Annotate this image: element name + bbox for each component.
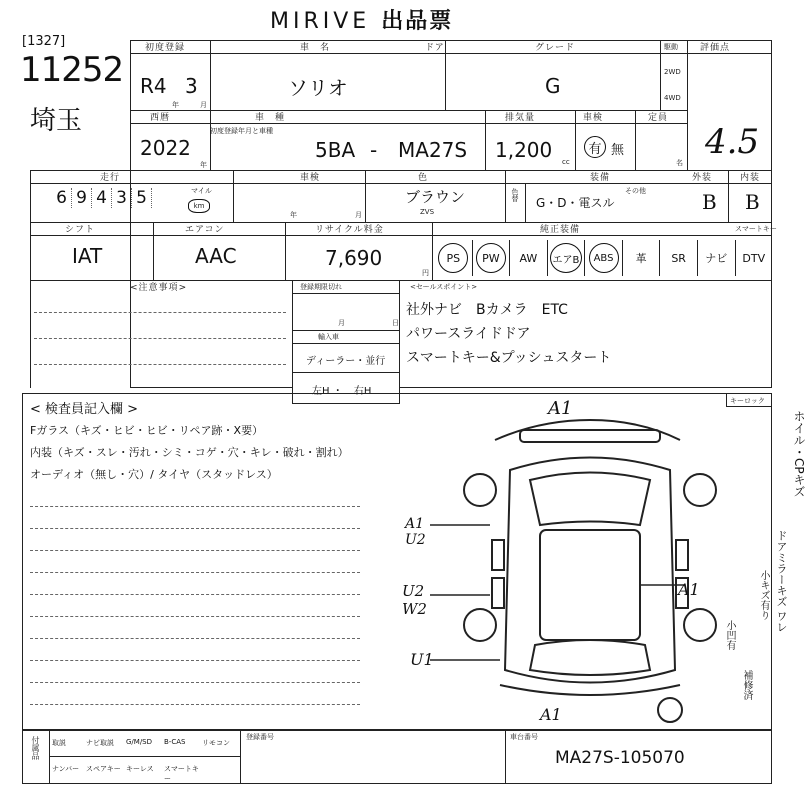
opt-leather: 革: [623, 240, 661, 276]
chassis-number-label: 車台番号: [510, 733, 538, 741]
yen-unit: 円: [422, 269, 429, 277]
mileage-digit: 5: [132, 188, 152, 208]
row4-header: [30, 222, 772, 236]
inspector-title: < 検査員記入欄 >: [30, 402, 139, 417]
opt-abs: [585, 240, 623, 276]
div-15: [285, 222, 286, 280]
import-dealer: ディーラー・並行: [306, 356, 386, 367]
div-11: [505, 170, 506, 222]
door-shape: [492, 540, 504, 570]
rear-window-shape: [530, 640, 650, 675]
label-recycle: リサイクル料金: [315, 225, 384, 235]
label-model-year: 西暦: [150, 113, 171, 123]
inspector-dash: [30, 660, 360, 661]
wheel-shape: [464, 474, 496, 506]
label-capacity: 定員: [648, 113, 669, 123]
side-note: 補修済: [741, 670, 752, 700]
title-kanji: 出品票: [381, 9, 454, 34]
type-model: MA27S: [398, 138, 468, 162]
roof-shape: [540, 530, 640, 640]
label-sales: <セールスポイント>: [410, 283, 478, 291]
opt-airbag-label: エアB: [550, 243, 582, 273]
recycle-value: 7,690: [325, 246, 383, 270]
inspector-dash: [30, 594, 360, 595]
label-notes: <注意事項>: [130, 283, 188, 293]
side-note: 小凹有: [724, 620, 735, 650]
div-3: [660, 40, 661, 110]
body-outline: [505, 458, 675, 683]
model-year: 2022: [140, 136, 191, 160]
notes-label-text: 注意事項: [138, 283, 179, 293]
div-13: [728, 170, 729, 222]
color-change: 色替: [511, 188, 519, 202]
label-door: ドア: [425, 43, 445, 53]
mileage-digit: 3: [112, 188, 132, 208]
chassis-number: MA27S-105070: [555, 748, 685, 768]
label-grade: グレード: [535, 43, 576, 53]
mileage-digit: 6: [52, 188, 72, 208]
opt-pw: [473, 240, 511, 276]
label-inspection-date: 車検: [300, 173, 321, 183]
options-row: [435, 240, 772, 276]
reg-month-unit: 月: [338, 319, 345, 327]
label-shift: シフト: [65, 225, 96, 235]
div-5: [210, 110, 211, 170]
mileage-digits: [52, 188, 152, 208]
label-inspection: 車検: [583, 113, 604, 123]
inspector-line: 内装（キズ・スレ・汚れ・シミ・コゲ・穴・キレ・破れ・割れ）: [30, 446, 349, 459]
mark-bottom: A1: [540, 705, 562, 724]
shift-value: IAT: [72, 244, 103, 268]
acc-bcas: B-CAS: [164, 738, 186, 746]
div-4: [687, 40, 688, 170]
wheel-shape: [464, 609, 496, 641]
inspector-dash: [30, 616, 360, 617]
inspector-line: オーディオ（無し・穴）/ タイヤ（スタッドレス）: [30, 468, 278, 481]
label-drive: 駆動: [664, 43, 678, 51]
acc-navi-manual: ナビ取説: [86, 739, 114, 747]
reg-month: 3: [185, 74, 198, 98]
side-note: 小キズ有り: [758, 570, 769, 620]
lot-code: [1327]: [22, 34, 66, 49]
acc-row2-items: [52, 764, 204, 784]
rear-bumper-shape: [500, 685, 680, 695]
year-unit: 年: [172, 101, 179, 109]
div-12: [525, 184, 526, 222]
front-grille-shape: [520, 430, 660, 442]
sales-point: 社外ナビ Bカメラ ETC: [406, 302, 568, 318]
mark-left2: U2: [405, 532, 426, 548]
acc-number: ナンバー: [52, 765, 80, 773]
note-line: [34, 312, 286, 313]
handle-right: 右H: [353, 386, 372, 397]
mark-top: A1: [548, 398, 573, 419]
handle-line: [292, 372, 400, 373]
label-aircon: エアコン: [185, 225, 225, 235]
exterior-grade: B: [702, 190, 717, 214]
label-color: 色: [418, 173, 429, 183]
inspector-lines: [30, 420, 349, 486]
div-footer-2: [505, 730, 506, 784]
opt-navi: ナビ: [698, 240, 736, 276]
mark-left5: U1: [410, 650, 434, 669]
acc-manual: 取説: [52, 739, 66, 747]
row3-header: [30, 170, 772, 184]
door-shape: [492, 578, 504, 608]
acc-keyless: キーレス: [126, 765, 154, 773]
inspector-dash: [30, 704, 360, 705]
label-import: 輸入車: [318, 333, 339, 341]
displacement: 1,200: [495, 138, 553, 162]
note-line: [34, 338, 286, 339]
accessories-label: 付属品: [31, 736, 40, 760]
inspector-dash: [30, 506, 360, 507]
handle-dot: ・: [332, 386, 343, 397]
side-note: ドアミラーキズ ワレ: [775, 530, 788, 633]
mileage-digit: 9: [72, 188, 92, 208]
div-2: [445, 40, 446, 110]
type-prefix: 5BA: [315, 138, 356, 162]
unit-mile: マイル: [191, 187, 212, 195]
door-shape: [676, 540, 688, 570]
model-year-unit: 年: [200, 161, 207, 169]
row5: [30, 280, 772, 388]
grade: G: [545, 74, 561, 98]
capacity-unit: 名: [676, 159, 683, 167]
inspector-dash: [30, 682, 360, 683]
div-8: [635, 110, 636, 170]
score-value: 4.5: [705, 122, 760, 162]
inspection-yes: 有: [584, 136, 606, 158]
label-interior: 内装: [740, 173, 761, 183]
label-car-name: 車 名: [300, 43, 331, 53]
inspector-line: Fガラス（キズ・ヒビ・ヒビ・リペア跡・X要）: [30, 424, 264, 437]
label-smart: スマートキー: [735, 225, 777, 233]
label-reg-deadline: 登録期限切れ: [300, 283, 342, 291]
div-6: [485, 110, 486, 170]
inspector-dash: [30, 528, 360, 529]
div-14: [153, 222, 154, 280]
drive-2wd: 2WD: [664, 68, 681, 76]
mark-left3: U2: [402, 582, 425, 600]
month-unit: 月: [200, 101, 207, 109]
side-notes: [722, 410, 808, 730]
label-first-reg: 初度登録: [145, 43, 186, 53]
acc-spare-key: スペアキー: [86, 765, 121, 773]
reg-day-unit: 日: [392, 319, 399, 327]
opt-sr: SR: [660, 240, 698, 276]
inspection-no: 無: [611, 143, 625, 158]
opt-aw: AW: [510, 240, 548, 276]
aircon-value: AAC: [195, 244, 237, 268]
sales-point: スマートキー&プッシュスタート: [406, 350, 612, 366]
sales-points: [406, 298, 611, 370]
div-footer-1: [240, 730, 241, 784]
div-16: [432, 222, 433, 280]
acc-gdsd: G/M/SD: [126, 738, 153, 746]
inspector-dash: [30, 638, 360, 639]
acc-remote: リモコン: [202, 739, 230, 747]
acc-smart-key: スマートキー: [164, 765, 199, 783]
insp-year-unit: 年: [290, 211, 297, 219]
color-value: ブラウン: [405, 188, 466, 206]
color-code: ZVS: [420, 208, 435, 216]
label-options: 純正装備: [540, 225, 581, 235]
spare-tire-shape: [658, 698, 682, 722]
unit-km: km: [188, 199, 210, 213]
insp-month-unit: 月: [355, 211, 362, 219]
opt-abs-label: ABS: [589, 243, 619, 273]
label-vin-type: 車 種: [255, 113, 286, 123]
mark-left1: A1: [405, 516, 425, 532]
opt-ps-label: PS: [438, 243, 468, 273]
div-9: [233, 170, 234, 222]
row5-left: [30, 280, 31, 388]
cc-unit: cc: [562, 158, 570, 166]
reg-era: R4: [140, 74, 167, 98]
label-score: 評価点: [700, 43, 731, 53]
sales-point: パワースライドドア: [406, 326, 531, 342]
brand-name: MIRIVE: [270, 9, 371, 34]
keylock-label: キーロック: [730, 397, 765, 405]
label-exterior: 外装: [692, 173, 713, 183]
equip-items: G・D・電スル: [536, 196, 615, 210]
equip-items-wrap: [536, 194, 615, 211]
label-displacement: 排気量: [505, 113, 536, 123]
div-10: [365, 170, 366, 222]
lot-number: 11252: [20, 50, 124, 90]
mark-right: A1: [678, 580, 700, 599]
div-1: [210, 40, 211, 110]
windshield-shape: [530, 473, 650, 526]
mark-left4: W2: [402, 600, 427, 618]
wheel-shape: [684, 609, 716, 641]
reg-number-label: 登録番号: [246, 733, 274, 741]
vin-subnote: 初度登録年月と車種: [210, 127, 273, 135]
label-equipment: 装備: [590, 173, 611, 183]
opt-dtv: DTV: [742, 251, 766, 265]
equip-other: その他: [625, 187, 646, 195]
label-mileage: 走行: [100, 173, 121, 183]
sheet-title: [270, 4, 540, 34]
sales-label-text: セールスポイント: [415, 283, 472, 291]
wheel-shape: [684, 474, 716, 506]
note-line: [34, 364, 286, 365]
acc-row1-items: [52, 738, 242, 748]
opt-ps: [435, 240, 473, 276]
side-note: ホイル・CPキズ: [792, 410, 806, 498]
opt-airbag: [548, 240, 586, 276]
import-header: [292, 330, 400, 344]
handle-left: 左H: [312, 386, 330, 397]
drive-4wd: 4WD: [664, 94, 681, 102]
car-name: ソリオ: [288, 76, 348, 100]
opt-pw-label: PW: [476, 243, 506, 273]
interior-grade: B: [745, 190, 760, 214]
type-sep: -: [370, 138, 378, 162]
car-diagram: [420, 400, 720, 730]
row2-header: [130, 110, 687, 124]
region: 埼玉: [30, 106, 83, 136]
div-7: [575, 110, 576, 170]
inspector-dash: [30, 572, 360, 573]
inspector-dash: [30, 550, 360, 551]
mileage-digit: 4: [92, 188, 112, 208]
